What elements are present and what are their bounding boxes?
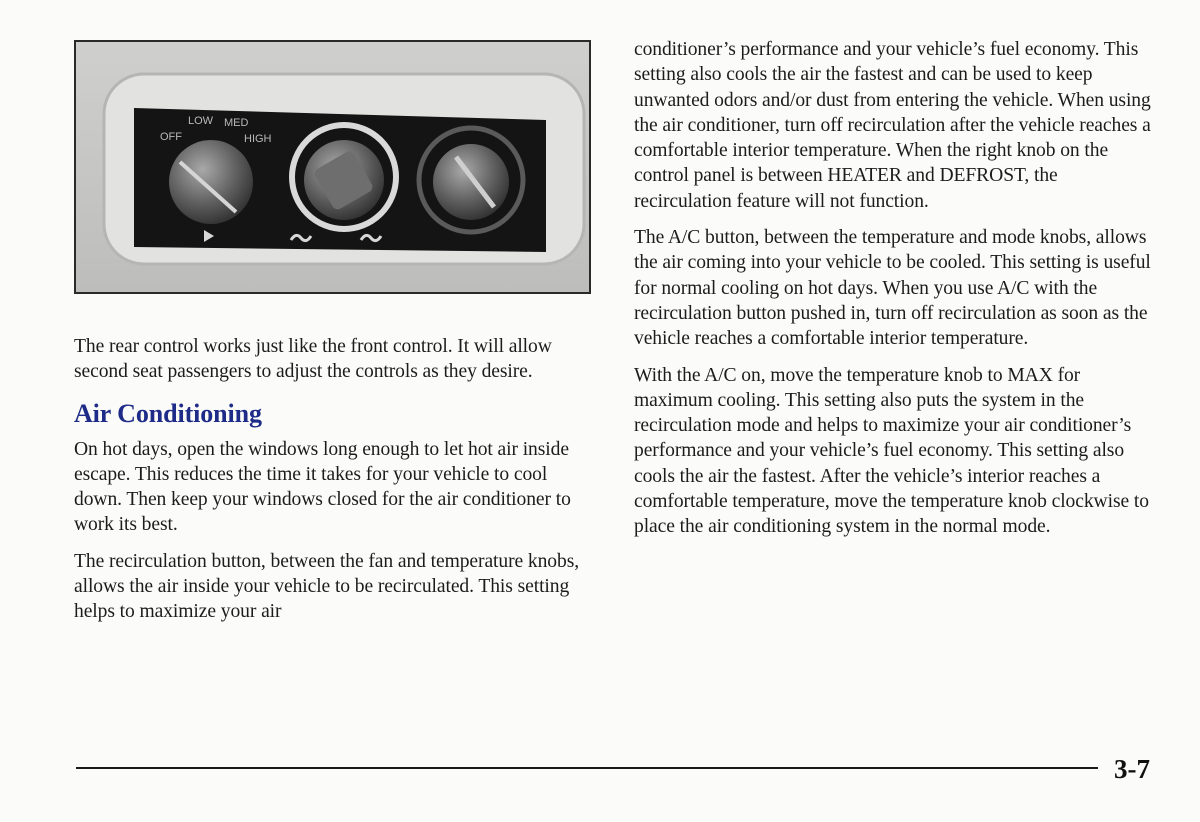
fan-label-high: HIGH bbox=[244, 133, 272, 145]
rear-control-paragraph: The rear control works just like the front control. It will allow second seat passengers to adjust the controls as they desire. bbox=[74, 336, 552, 383]
fan-knob[interactable] bbox=[169, 140, 253, 224]
hot-days-paragraph: On hot days, open the windows long enough to let hot air inside escape. This reduces the time it takes for your vehicle to cool down. Then keep your windows closed for the air conditioner to work its best. bbox=[74, 438, 571, 536]
right-column bbox=[634, 37, 1154, 551]
temperature-knob[interactable] bbox=[292, 125, 396, 229]
fan-label-med: MED bbox=[224, 117, 249, 129]
fan-label-low: LOW bbox=[188, 115, 214, 127]
climate-control-photo bbox=[74, 40, 591, 294]
left-column bbox=[74, 334, 588, 636]
recirculation-paragraph: The recirculation button, between the fan and temperature knobs, allows the air inside your vehicle to be recirculated. This setting helps to maximize your air bbox=[74, 550, 580, 623]
recirculation-continued-paragraph: conditioner’s performance and your vehicle’s fuel economy. This setting also cools the air the fastest and can be used to keep unwanted odors and/or dust from entering the vehicle. When using the air conditioner, turn off recirculation after the vehicle reaches a comfortable interior temperature. When the right knob on the control panel is between HEATER and DEFROST, the recirculation feature will not function. bbox=[634, 39, 1151, 212]
footer-rule bbox=[76, 767, 1098, 769]
ac-button-paragraph: The A/C button, between the temperature and mode knobs, allows the air coming into your vehicle to be cooled. This setting is useful for normal cooling on hot days. When you use A/C with the recirculation button pushed in, turn off recirculation as soon as the vehicle reaches a comfortable interior temperature. bbox=[634, 227, 1151, 350]
fan-label-off: OFF bbox=[160, 131, 182, 143]
climate-control-illustration bbox=[76, 42, 589, 292]
max-cooling-paragraph: With the A/C on, move the temperature knob to MAX for maximum cooling. This setting also puts the system in the recirculation mode and helps to maximize your air conditioner’s performance and your vehicle’s fuel economy. This setting also cools the air the fastest. After the vehicle’s interior reaches a comfortable temperature, move the temperature knob clockwise to place the air conditioning system in the normal mode. bbox=[634, 364, 1149, 538]
page-number: 3-7 bbox=[1114, 754, 1150, 784]
section-heading: Air Conditioning bbox=[74, 398, 262, 428]
